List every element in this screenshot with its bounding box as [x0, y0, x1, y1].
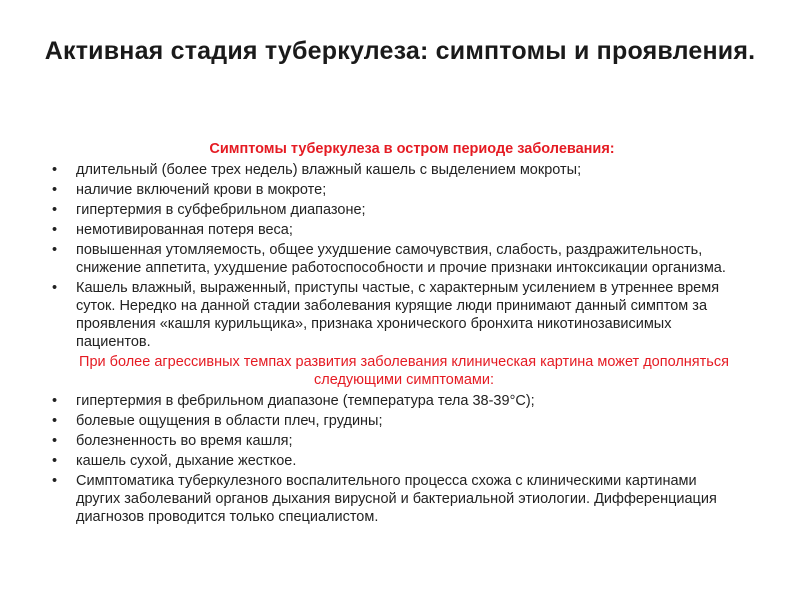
list-item: • Симптоматика туберкулезного воспалительного процесса схожа с клиническими картинами других заболеваний органов дыхания вирусной и бактериальной этиологии. Дифференциация диагнозов проводится только специалистом.	[52, 472, 732, 526]
list-item: • повышенная утомляемость, общее ухудшение самочувствия, слабость, раздражительность, снижение аппетита, ухудшение работоспособности и прочие признаки интоксикации организма.	[52, 241, 732, 277]
list-item: • кашель сухой, дыхание жесткое.	[52, 452, 732, 470]
list-item: • немотивированная потеря веса;	[52, 221, 732, 239]
aggressive-symptoms-subheading: При более агрессивных темпах развития заболевания клиническая картина может дополняться следующими симптомами:	[79, 354, 729, 388]
list-item: • наличие включений крови в мокроте;	[52, 181, 732, 199]
symptoms-list	[52, 161, 732, 351]
slide-title: Активная стадия туберкулеза: симптомы и проявления.	[44, 37, 756, 65]
symptoms-subheading: Симптомы туберкулеза в остром периоде заболевания:	[209, 141, 615, 157]
list-item: • гипертермия в субфебрильном диапазоне;	[52, 201, 732, 219]
list-item: • гипертермия в фебрильном диапазоне (температура тела 38-39°С);	[52, 392, 732, 410]
list-item: • болевые ощущения в области плеч, грудины;	[52, 412, 732, 430]
slide-content	[52, 140, 732, 528]
list-item: • болезненность во время кашля;	[52, 432, 732, 450]
list-item: • длительный (более трех недель) влажный кашель с выделением мокроты;	[52, 161, 732, 179]
list-item: • Кашель влажный, выраженный, приступы частые, с характерным усилением в утреннее время суток. Нередко на данной стадии заболевания курящие люди принимают данный симптом за проявления «кашля курильщика», признака хронического бронхита никотинозависимых пациентов.	[52, 279, 732, 351]
aggressive-symptoms-list	[52, 392, 732, 526]
